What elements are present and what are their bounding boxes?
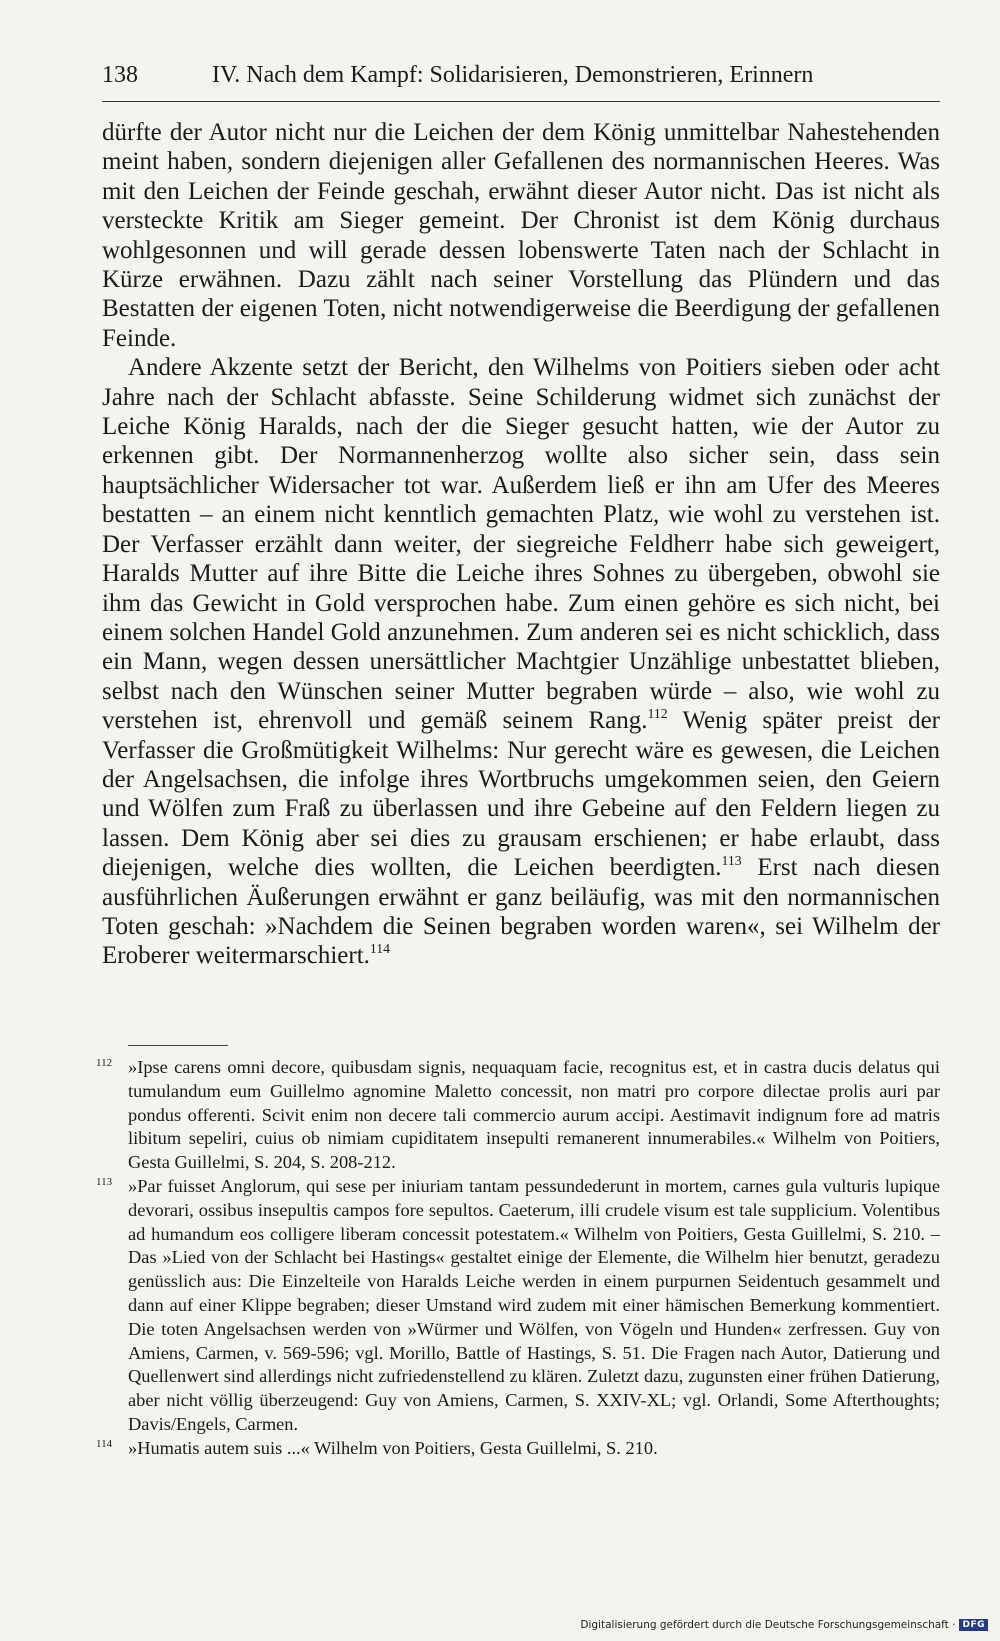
footnote-ref-114[interactable]: 114 [369,941,391,957]
paragraph-2-part-2: Wenig später preist der Verfasser die Großmütigkeit Wilhelms: Nur gerecht wäre es gewesen, die Leichen der Angelsachsen, die infolge ihres Wortbruchs umgekommen seien, den Geiern und Wölfen zum Fraß zu überlassen und ihre Gebeine auf den Feldern liegen zu lassen. Dem König aber sei dies zu grausam erschienen; er habe erlaubt, dass diejenigen, welche dies wollten, die Leichen beerdigten. [102,707,940,882]
digitization-credit [580,1613,988,1637]
footnote-number: 114 [96,1437,113,1450]
paragraph-2-part-3: Erst nach diesen ausführlichen Äußerungen erwähnt er ganz beiläufig, was mit den normannischen Toten geschah: »Nachdem die Seinen begraben worden waren«, sei Wilhelm der Eroberer weitermarschiert. [102,854,940,970]
paragraph-2-part-1: Andere Akzente setzt der Bericht, den Wilhelms von Poitiers sieben oder acht Jahre nach der Schlacht abfasste. Seine Schilderung widmet sich zunächst der Leiche König Haralds, nach der die Sieger gesucht hatten, wie der Autor zu erkennen gibt. Der Normannenherzog wollte also sicher sein, dass sein hauptsächlicher Widersacher tot war. Außerdem ließ er ihn am Ufer des Meeres bestatten – an einem nicht kenntlich gemachten Platz, wie wohl zu verstehen ist. Der Verfasser erzählt dann weiter, der siegreiche Feldherr habe sich geweigert, Haralds Mutter auf ihre Bitte die Leiche ihres Sohnes zu übergeben, obwohl sie ihm das Gewicht in Gold versprochen habe. Zum einen gehöre es sich nicht, bei einem solchen Handel Gold anzunehmen. Zum anderen sei es nicht schicklich, dass ein Mann, wegen dessen unersättlicher Machtgier Unzählige unbestattet blieben, selbst nach den Wünschen seiner Mutter begraben würde – also, wie wohl zu verstehen ist, ehrenvoll und gemäß seinem Rang. [102,354,940,735]
dfg-logo-icon: DFG [959,1619,988,1631]
footnote-rule [128,1045,228,1046]
footnote-114 [96,1437,940,1461]
paragraph-2 [102,353,940,971]
running-header [102,62,940,100]
footnote-ref-112[interactable]: 112 [647,705,668,721]
footnote-113 [96,1175,940,1437]
page-number: 138 [102,62,138,88]
footnote-112 [96,1056,940,1175]
main-text [102,118,940,971]
header-rule [102,101,940,102]
footnotes [96,1056,940,1461]
footnote-number: 113 [96,1175,113,1188]
paragraph-1: dürfte der Autor nicht nur die Leichen der dem König unmittelbar Nahestehenden meint haben, sondern diejenigen aller Gefallenen des normannischen Heeres. Was mit den Leichen der Feinde geschah, erwähnt dieser Autor nicht. Das ist nicht als versteckte Kritik am Sieger gemeint. Der Chronist ist dem König durchaus wohlgesonnen und will gerade dessen lobenswerte Taten nach der Schlacht in Kürze erwähnen. Dazu zählt nach seiner Vorstellung das Plündern und das Bestatten der eigenen Toten, nicht notwendigerweise die Beerdigung der gefallenen Feinde. [102,119,940,352]
footnote-text: »Humatis autem suis ...« Wilhelm von Poitiers, Gesta Guillelmi, S. 210. [128,1437,658,1458]
running-title: IV. Nach dem Kampf: Solidarisieren, Demonstrieren, Erinnern [212,62,814,88]
footnote-text: »Ipse carens omni decore, quibusdam signis, nequaquam facie, recognitus est, et in castra ducis delatus qui tumulandum eum Guillelmo agnomine Maletto concessit, non matri pro corpore dilectae prolis auri par pondus offerenti. Scivit enim non decere tali commercio aurum accipi. Aestimavit indignum fore ad matris libitum sepeliri, cuius ob nimiam cupiditatem insepulti remanerent innumerabiles.« Wilhelm von Poitiers, Gesta Guillelmi, S. 204, S. 208-212. [128,1057,940,1173]
footnote-ref-113[interactable]: 113 [721,852,742,868]
footnote-text: »Par fuisset Anglorum, qui sese per iniuriam tantam pessundederunt in mortem, carnes gula vulturis lupique devorari, ossibus insepultis campos fore sepultos. Caeterum, illi crudele visum est tale supplicium. Volentibus ad humandum eos colligere liberam concessit potestatem.« Wilhelm von Poitiers, Gesta Guillelmi, S. 210. – Das »Lied von der Schlacht bei Hastings« gestaltet einige der Elemente, die Wilhelm hier benutzt, geradezu genüsslich aus: Die Einzelteile von Haralds Leiche werden in einem purpurnen Seidentuch gesammelt und dann auf einer Klippe begraben; dieser Umstand wird zudem mit einer hämischen Bemerkung kommentiert. Die toten Angelsachsen werden von »Würmer und Wölfen, von Vögeln und Hunden« zerfressen. Guy von Amiens, Carmen, v. 569-596; vgl. Morillo, Battle of Hastings, S. 51. Die Fragen nach Autor, Datierung und Quellenwert sind allerdings nicht zufriedenstellend zu klären. Zuletzt dazu, zugunsten einer frühen Datierung, aber nicht völlig überzeugend: Guy von Amiens, Carmen, S. XXIV-XL; vgl. Orlandi, Some Afterthoughts; Davis/Engels, Carmen. [128,1175,940,1434]
credit-text: Digitalisierung gefördert durch die Deutsche Forschungsgemeinschaft · [580,1619,956,1631]
footnote-number: 112 [96,1057,113,1069]
